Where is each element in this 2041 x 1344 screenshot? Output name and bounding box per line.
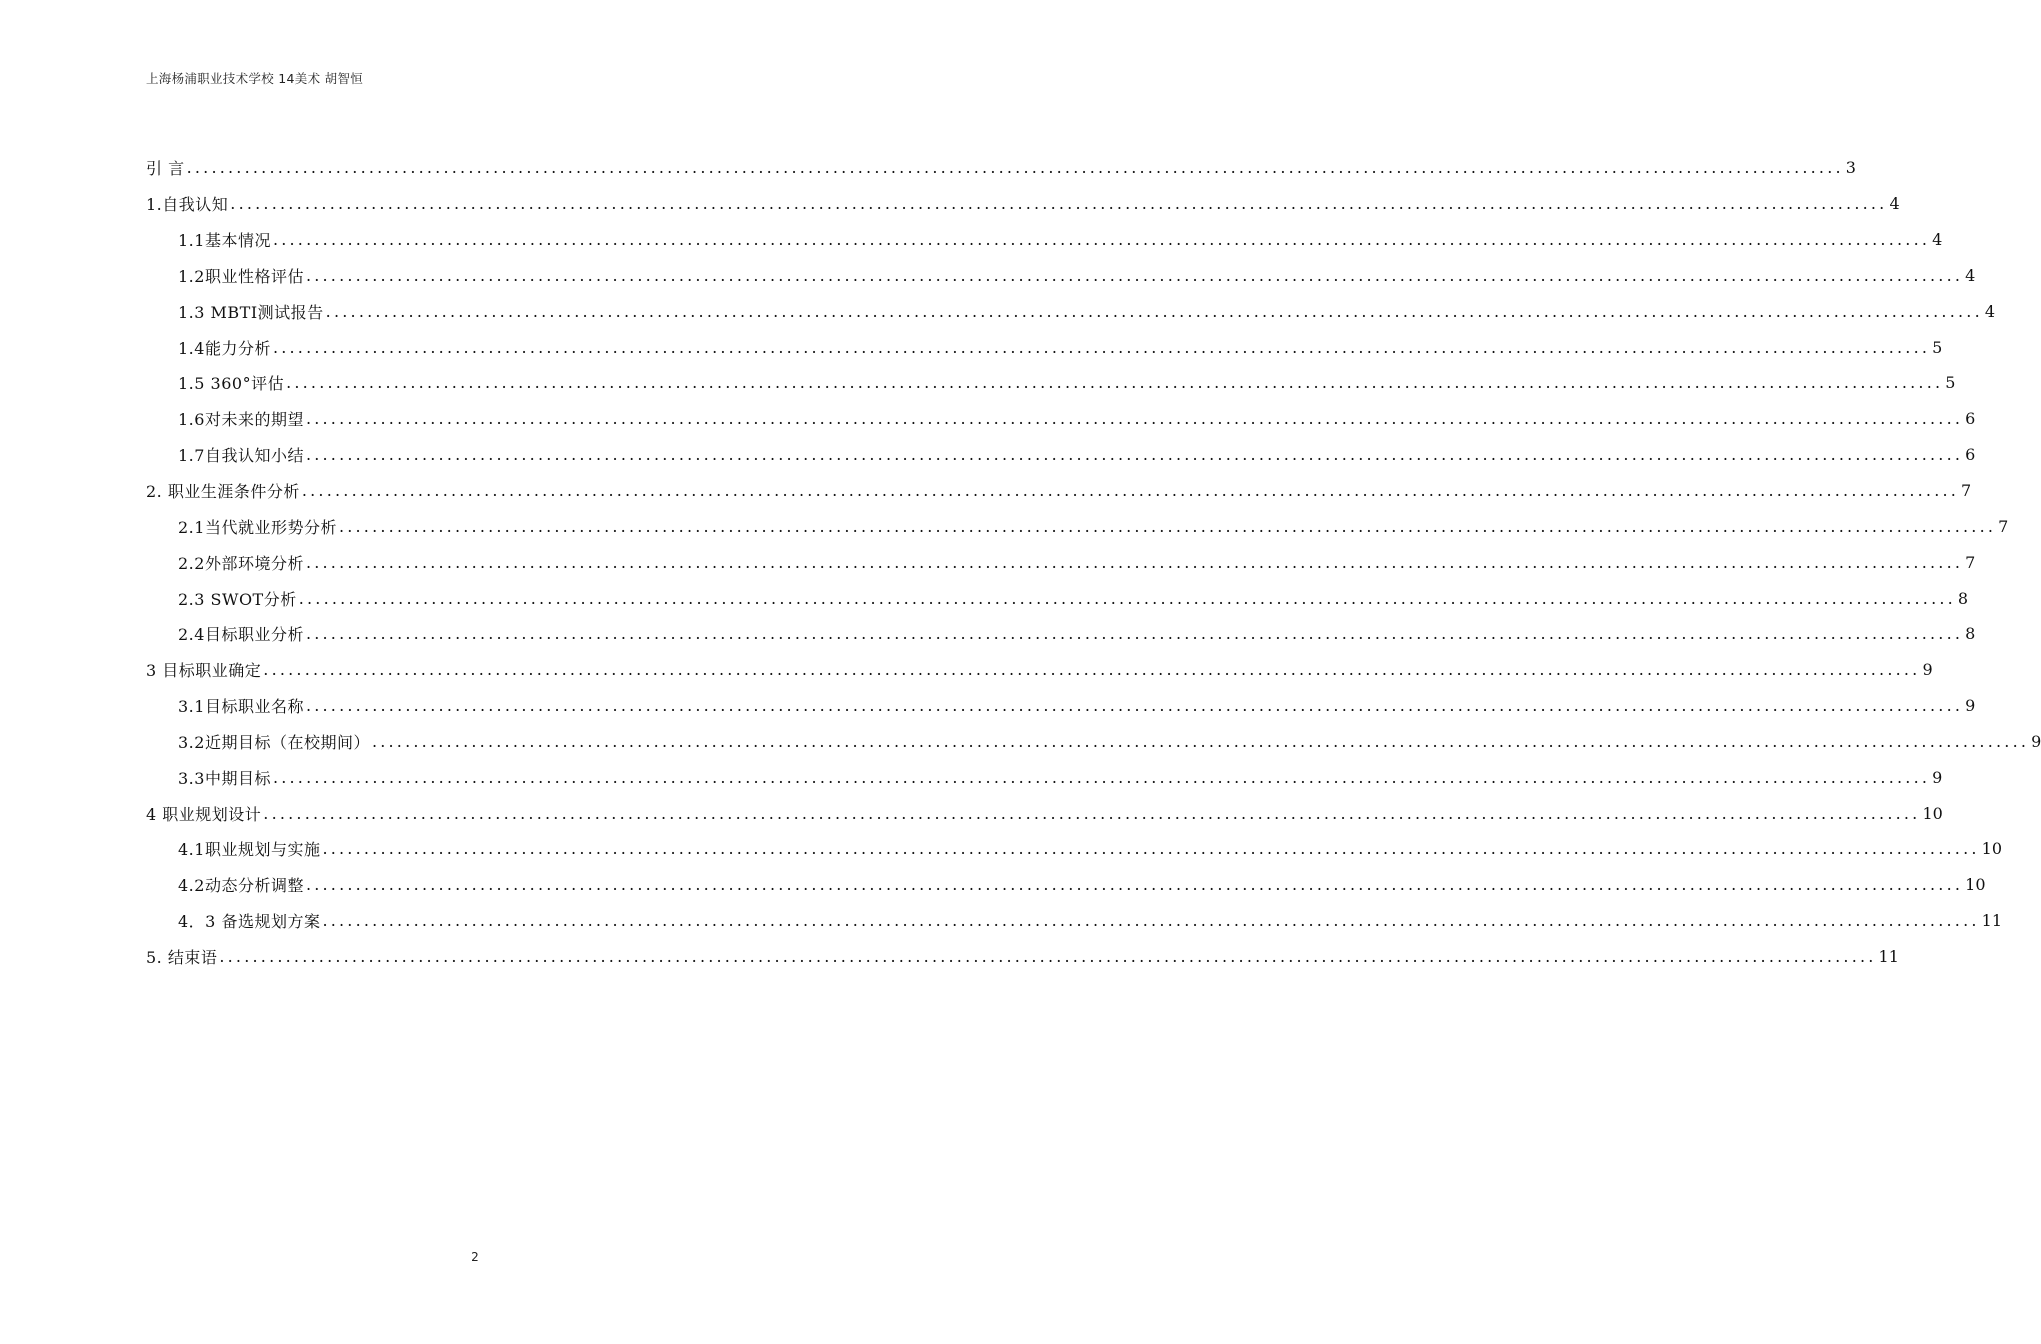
toc-entry-title: 5. 结束语 [146, 947, 218, 967]
toc-dot-leader: ........................................................................................................................................................................................................ [338, 516, 1997, 536]
toc-entry-page: 5 [1932, 337, 1943, 357]
toc-entry[interactable] [146, 508, 2009, 544]
toc-dot-leader: ........................................................................................................................................................................................................ [322, 839, 1980, 859]
toc-entry-title: 3.1目标职业名称 [178, 697, 304, 717]
toc-entry-title: 3 目标职业确定 [146, 661, 262, 681]
toc-dot-leader: ........................................................................................................................................................................................................ [272, 337, 1931, 357]
toc-entry-title: 1.4能力分析 [178, 338, 271, 358]
toc-entry[interactable] [146, 616, 1976, 652]
toc-entry-page: 9 [1922, 660, 1933, 680]
toc-entry-title: 4.2动态分析调整 [178, 876, 304, 896]
toc-entry[interactable] [146, 939, 1899, 975]
toc-entry-page: 4 [1889, 194, 1900, 214]
toc-entry[interactable] [146, 473, 1972, 509]
toc-dot-leader: ........................................................................................................................................................................................................ [298, 588, 1956, 608]
toc-entry[interactable] [146, 258, 1976, 294]
toc-dot-leader: ........................................................................................................................................................................................................ [186, 158, 1844, 178]
toc-entry[interactable] [146, 688, 1976, 724]
toc-dot-leader: ........................................................................................................................................................................................................ [219, 946, 1877, 966]
toc-dot-leader: ........................................................................................................................................................................................................ [325, 301, 1983, 321]
toc-entry-page: 11 [1981, 911, 2002, 931]
toc-entry-page: 9 [1965, 696, 1976, 716]
toc-entry-title: 1.6对未来的期望 [178, 410, 304, 430]
toc-entry-title: 2.2外部环境分析 [178, 553, 304, 573]
toc-dot-leader: ........................................................................................................................................................................................................ [305, 265, 1964, 285]
toc-entry-page: 4 [1984, 301, 1996, 321]
toc-entry-title: 1.5 360°评估 [178, 374, 285, 394]
toc-entry-page: 7 [1998, 516, 2009, 536]
toc-dot-leader: ........................................................................................................................................................................................................ [263, 803, 1921, 823]
toc-dot-leader: ........................................................................................................................................................................................................ [272, 230, 1931, 250]
toc-entry-page: 10 [1922, 803, 1943, 823]
toc-dot-leader: ........................................................................................................................................................................................................ [272, 767, 1931, 787]
toc-entry-page: 6 [1965, 409, 1976, 429]
toc-entry[interactable] [146, 580, 1969, 616]
toc-entry-title: 1.2职业性格评估 [178, 266, 304, 286]
toc-entry-title: 2.3 SWOT分析 [178, 589, 297, 609]
toc-dot-leader: ........................................................................................................................................................................................................ [286, 373, 1944, 393]
toc-entry[interactable] [146, 759, 1943, 795]
toc-entry[interactable] [146, 329, 1943, 365]
toc-entry-title: 引 言 [146, 159, 185, 179]
toc-entry-title: 4．3 备选规划方案 [178, 912, 321, 932]
page-number: 2 [471, 1250, 479, 1264]
toc-dot-leader: ........................................................................................................................................................................................................ [322, 911, 1980, 931]
toc-entry[interactable] [146, 365, 1956, 401]
table-of-contents [146, 150, 2041, 974]
toc-dot-leader: ........................................................................................................................................................................................................ [263, 660, 1921, 680]
toc-dot-leader: ........................................................................................................................................................................................................ [305, 552, 1964, 572]
toc-entry-title: 3.3中期目标 [178, 768, 271, 788]
toc-entry-page: 7 [1965, 552, 1976, 572]
toc-entry-title: 4.1职业规划与实施 [178, 840, 321, 860]
toc-dot-leader: ........................................................................................................................................................................................................ [371, 731, 2030, 751]
toc-entry-page: 6 [1965, 445, 1976, 465]
toc-dot-leader: ........................................................................................................................................................................................................ [305, 875, 1964, 895]
toc-entry-title: 2.4目标职业分析 [178, 625, 304, 645]
page-header: 上海杨浦职业技术学校 14美术 胡智恒 [146, 71, 364, 86]
toc-entry[interactable] [146, 652, 1933, 688]
toc-entry-title: 1.7自我认知小结 [178, 446, 304, 466]
toc-dot-leader: ........................................................................................................................................................................................................ [230, 194, 1888, 214]
toc-entry[interactable] [146, 544, 1976, 580]
toc-entry-page: 5 [1945, 373, 1956, 393]
toc-entry-page: 4 [1965, 265, 1976, 285]
toc-entry-page: 10 [1965, 875, 1986, 895]
toc-entry[interactable] [146, 795, 1943, 831]
toc-entry-page: 9 [1932, 767, 1943, 787]
toc-entry-page: 7 [1961, 481, 1972, 501]
toc-entry-title: 1.自我认知 [146, 195, 229, 215]
toc-dot-leader: ........................................................................................................................................................................................................ [305, 624, 1964, 644]
toc-entry-page: 3 [1845, 158, 1856, 178]
toc-entry-title: 1.3 MBTI测试报告 [178, 302, 324, 322]
toc-entry[interactable] [146, 903, 2002, 939]
toc-entry-title: 4 职业规划设计 [146, 804, 262, 824]
toc-dot-leader: ........................................................................................................................................................................................................ [305, 409, 1964, 429]
toc-entry-title: 2. 职业生涯条件分析 [146, 482, 300, 502]
toc-entry[interactable] [146, 867, 1986, 903]
toc-entry[interactable] [146, 150, 1856, 186]
toc-entry-page: 9 [2031, 731, 2041, 751]
toc-entry-title: 1.1基本情况 [178, 231, 271, 251]
toc-entry-page: 8 [1957, 588, 1969, 608]
toc-entry-page: 8 [1965, 624, 1976, 644]
toc-dot-leader: ........................................................................................................................................................................................................ [305, 696, 1964, 716]
toc-entry-page: 11 [1878, 946, 1899, 966]
toc-entry[interactable] [146, 186, 1900, 222]
toc-entry[interactable] [146, 437, 1976, 473]
toc-dot-leader: ........................................................................................................................................................................................................ [305, 445, 1964, 465]
toc-entry[interactable] [146, 293, 1996, 329]
toc-entry-title: 2.1当代就业形势分析 [178, 517, 337, 537]
toc-entry[interactable] [146, 222, 1943, 258]
toc-entry-title: 3.2近期目标（在校期间） [178, 732, 370, 752]
toc-entry-page: 4 [1932, 230, 1943, 250]
toc-entry-page: 10 [1981, 839, 2002, 859]
toc-entry[interactable] [146, 831, 2002, 867]
toc-dot-leader: ........................................................................................................................................................................................................ [301, 481, 1960, 501]
toc-entry[interactable] [146, 724, 2041, 760]
toc-entry[interactable] [146, 401, 1976, 437]
